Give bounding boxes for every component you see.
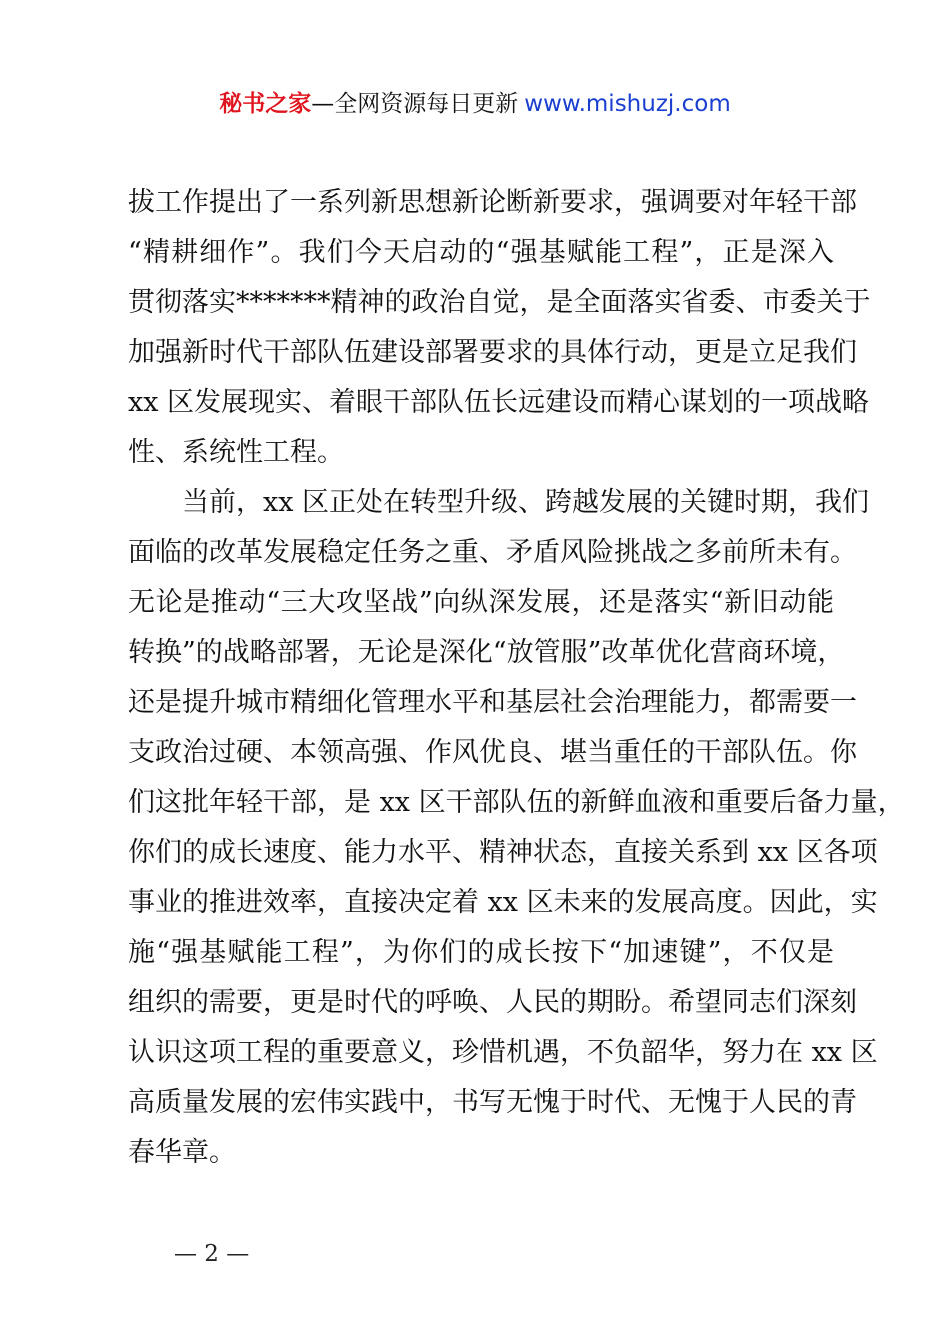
text-line: 拔工作提出了一系列新思想新论断新要求，强调要对年轻干部 [128,187,857,218]
text-line: 还是提升城市精细化管理水平和基层社会治理能力，都需要一 [128,687,857,718]
text-line: 面临的改革发展稳定任务之重、矛盾风险挑战之多前所未有。 [128,537,857,568]
text-line: 性、系统性工程。 [128,437,344,468]
text-line: 高质量发展的宏伟实践中，书写无愧于时代、无愧于人民的青 [128,1087,857,1118]
text-line: 你们的成长速度、能力水平、精神状态，直接关系到 xx 区各项 [128,837,878,868]
text-line: 加强新时代干部队伍建设部署要求的具体行动，更是立足我们 [128,337,857,368]
text-line: 施“强基赋能工程”，为你们的成长按下“加速键”，不仅是 [128,937,834,968]
text-line: 春华章。 [128,1137,236,1168]
text-line: 认识这项工程的重要意义，珍惜机遇，不负韶华，努力在 xx 区 [128,1037,878,1068]
text-line: 们这批年轻干部，是 xx 区干部队伍的新鲜血液和重要后备力量， [128,787,905,818]
text-line: xx 区发展现实、着眼干部队伍长远建设而精心谋划的一项战略 [128,387,870,418]
paragraph-first-line: 当前，xx 区正处在转型升级、跨越发展的关键时期，我们 [182,487,870,518]
text-line: 转换”的战略部署，无论是深化“放管服”改革优化营商环境， [128,637,845,668]
text-line: 组织的需要，更是时代的呼唤、人民的期盼。希望同志们深刻 [128,987,857,1018]
text-line: “精耕细作”。我们今天启动的“强基赋能工程”，正是深入 [128,237,834,268]
header-tagline: —全网资源每日更新 [311,91,519,117]
text-line: 事业的推进效率，直接决定着 xx 区未来的发展高度。因此，实 [128,887,878,918]
brand-name: 秘书之家 [219,91,312,117]
site-url-link[interactable]: www.mishuzj.com [524,91,731,117]
document-body [128,178,905,1178]
text-line: 支政治过硬、本领高强、作风优良、堪当重任的干部队伍。你 [128,737,857,768]
site-header [0,86,950,122]
text-line: 无论是推动“三大攻坚战”向纵深发展，还是落实“新旧动能 [128,587,834,618]
page-number: — 2 — [174,1241,250,1267]
text-line: 贯彻落实*******精神的政治自觉，是全面落实省委、市委关于 [128,287,871,318]
